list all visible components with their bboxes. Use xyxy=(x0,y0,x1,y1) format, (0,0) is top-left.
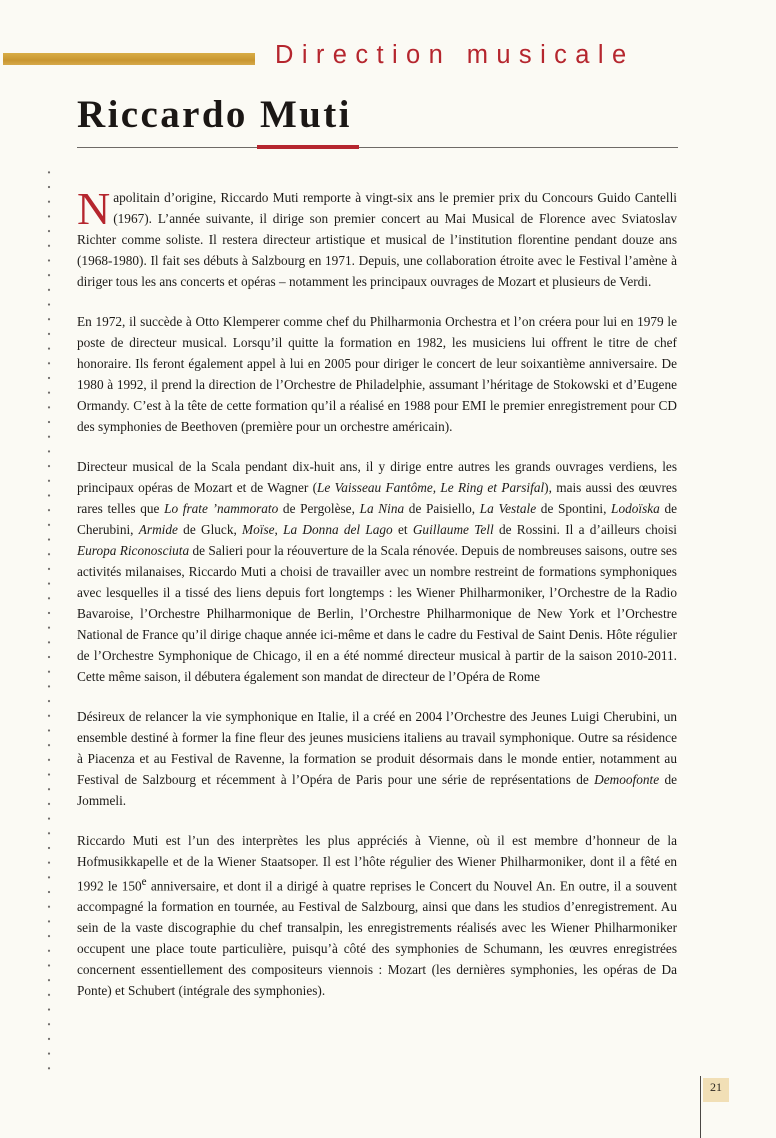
work-title: Lo frate ’nammorato xyxy=(164,501,279,516)
text-run: de Pergolèse, xyxy=(278,501,360,516)
page-number: 21 xyxy=(710,1080,722,1094)
margin-dot-rule xyxy=(47,165,51,1070)
paragraph-3 xyxy=(77,456,677,687)
section-title: Direction musicale xyxy=(275,41,635,69)
work-title: Armide xyxy=(138,522,178,537)
text-run: de Cherubini, xyxy=(77,501,678,537)
work-title: Lodoïska xyxy=(611,501,660,516)
text-run: Désireux de relancer la vie symphonique en Italie, il a créé en 2004 l’Orchestre des Jeunes Luigi Cherubini, un ensemble destiné à former la fine fleur des jeunes musiciens italiens au travail symphonique. Outre sa résidence à Piacenza et au Festival de Ravenne, la formation se produit désormais dans le monde entier, notamment au Festival de Salzbourg et récemment à l’Opéra de Paris pour une série de représentations de xyxy=(77,709,677,787)
drop-cap: N xyxy=(77,183,111,234)
biography-text xyxy=(77,183,678,1020)
text-run: ), mais aussi des œuvres rares telles que xyxy=(77,480,677,516)
work-title: La Donna del Lago xyxy=(283,522,393,537)
text-run: de Jommeli. xyxy=(77,772,678,808)
section-color-bar xyxy=(3,53,255,65)
text-run: de Gluck, xyxy=(177,522,243,537)
work-title: Europa Riconosciuta xyxy=(77,543,190,558)
paragraph-1 xyxy=(77,183,677,292)
footer-rule xyxy=(700,1076,701,1138)
work-title: Guillaume Tell xyxy=(412,522,494,537)
paragraph-2: En 1972, il succède à Otto Klemperer comme chef du Philharmonia Orchestra et l’on créera pour lui en 1979 le poste de directeur musical. Lorsqu’il quitte la formation en 1982, les musiciens lui offrent le titre de chef honoraire. Ils feront également appel à lui en 2005 pour diriger le concert de leur soixantième anniversaire. De 1980 à 1992, il prend la direction de l’Orchestre de Philadelphie, assumant l’héritage de Stokowski et d’Eugene Ormandy. C’est à la tête de cette formation qu’il a réalisé en 1988 pour EMI le premier enregistrement pour CD des symphonies de Beethoven (première pour un orchestre américain). xyxy=(77,314,677,434)
work-title: Demoofonte xyxy=(594,772,660,787)
text-run: Riccardo Muti est l’un des interprètes les plus appréciés à Vienne, où il est membre d’honneur de la Hofmusikkapelle et de la Wiener Staatsoper. Il est l’hôte régulier des Wiener Philharmoniker, dont il a fêté en 1992 le 150 xyxy=(77,833,677,894)
text-run: de Rossini. Il a d’ailleurs choisi xyxy=(493,522,677,537)
work-title: Moïse xyxy=(242,522,275,537)
text-run: anniversaire, et dont il a dirigé à quatre reprises le Concert du Nouvel An. En outre, il a souvent accompagné la formation en tournée, au Festival de Salzbourg, ainsi que dans les studios d’enregistrement. Au sein de la vaste discographie du chef transalpin, les enregistrements réalisés avec les Wiener Philharmoniker occupent une place toute particulière, puisqu’à côté des symphonies de Schumann, les œuvres enregistrées concernent essentiellement des compositeurs viennois : Mozart (les dernières symphonies, les opéras de Da Ponte) et Schubert (intégrale des symphonies). xyxy=(77,878,677,999)
text-run: de Spontini, xyxy=(536,501,612,516)
paragraph-4 xyxy=(77,706,677,811)
text-run: , xyxy=(274,522,284,537)
work-title: Le Vaisseau Fantôme, Le Ring et Parsifal xyxy=(317,480,545,495)
text-run: et xyxy=(392,522,413,537)
text-run: de Paisiello, xyxy=(404,501,480,516)
ordinal-suffix: e xyxy=(141,876,147,888)
text-run: Directeur musical de la Scala pendant dix-huit ans, il y dirige entre autres les grands ouvrages verdiens, les principaux opéras de Mozart et de Wagner ( xyxy=(77,459,677,495)
work-title: La Vestale xyxy=(479,501,537,516)
work-title: La Nina xyxy=(359,501,405,516)
paragraph-5 xyxy=(77,830,677,1001)
paragraph-text: apolitain d’origine, Riccardo Muti remporte à vingt-six ans le premier prix du Concours Guido Cantelli (1967). L’année suivante, il dirige son premier concert au Mai Musical de Florence avec Sviatoslav Richter comme soliste. Il restera directeur artistique et musical de l’institution florentine pendant douze ans (1968-1980). Il fait ses débuts à Salzbourg en 1971. Depuis, une collaboration étroite avec le Festival l’amène à diriger tous les ans concerts et opéras – notamment les principaux ouvrages de Mozart et plusieurs de Verdi. xyxy=(77,190,677,289)
title-accent-rule xyxy=(257,145,359,149)
text-run: de Salieri pour la réouverture de la Scala rénovée. Depuis de nombreuses saisons, outre ses activités milanaises, Riccardo Muti a choisi de travailler avec un nombre restreint de formations symphoniques avec lesquelles il a tissé des liens depuis fort longtemps : les Wiener Philharmoniker, l’Orchestre de la Radio Bavaroise, l’Orchestre Philharmonique de Berlin, l’Orchestre Philharmonique de New York et l’Orchestre National de France qu’il dirige chaque année ici-même et dans le cadre du Festival de Saint Denis. Hôte régulier de l’Orchestre Symphonique de Chicago, il en a été nommé directeur musical à partir de la saison 2010-2011. Cette même saison, il débutera également son mandat de directeur de l’Opéra de Rome xyxy=(77,543,677,684)
page-title: Riccardo Muti xyxy=(77,93,352,136)
title-rule xyxy=(77,147,678,148)
